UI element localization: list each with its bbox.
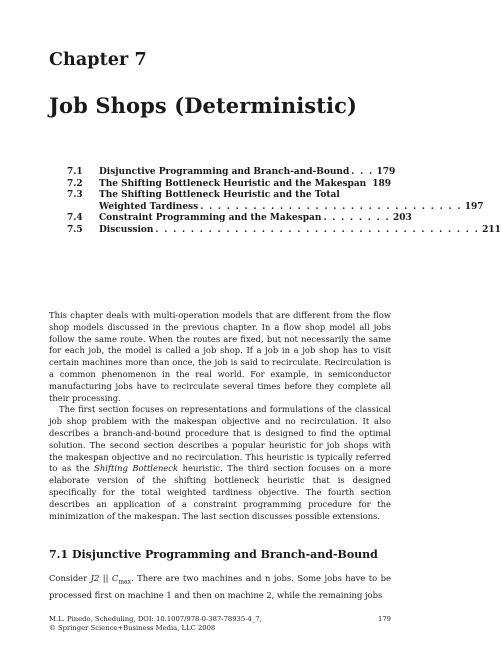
toc-leader-dots: . . . . . . . . . . . . . . . . . . . . . . . . . . . . . . . . . . . . . — [155, 224, 480, 235]
section-heading: 7.1 Disjunctive Programming and Branch-and-Bound — [49, 548, 378, 561]
toc-entry-7-3-continued[interactable] — [67, 201, 484, 214]
toc-leader-dots: . . . . . . . . . . . . . . . . . . . . . . . . . . . . . . — [200, 201, 462, 212]
copyright-line: © Springer Science+Business Media, LLC 2008 — [49, 624, 216, 632]
toc-page-number: 189 — [372, 178, 391, 189]
toc-number — [67, 202, 99, 214]
citation-line: M.L. Pinedo, Scheduling, DOI: 10.1007/978-0-387-78935-4_7, — [49, 615, 262, 623]
intro-paragraph-2: The first section focuses on representations and formulations of the classical job shop problem with the makespan objective and no recirculation. It also describes a branch-and-bound procedure that is designed to find the optimal solution. The second section describes a popular heuristic for job shops with the makespan objective and no recirculation. This heuristic is typically referred to as the Shifting Bottleneck heuristic. The third section focuses on a more elaborate version of the shifting bottleneck heuristic that is designed specifically for the total weighted tardiness objective. The fourth section describes an application of a constraint programming procedure for the minimization of the makespan. The last section discusses possible extensions. — [49, 404, 391, 521]
toc-title: The Shifting Bottleneck Heuristic and the Total — [99, 190, 340, 201]
chapter-introduction — [49, 310, 391, 522]
toc-page-number: 211 — [482, 224, 501, 235]
toc-leader-dots: . . . . . . . . — [323, 213, 390, 224]
page-footer — [49, 615, 391, 633]
toc-entry-7-1[interactable] — [67, 167, 396, 179]
toc-title: Discussion — [99, 224, 154, 235]
toc-number: 7.2 — [67, 178, 83, 189]
toc-title: The Shifting Bottleneck Heuristic and the Makespan — [99, 178, 367, 189]
toc-page-number: 203 — [392, 213, 412, 224]
chapter-label: Chapter 7 — [49, 50, 147, 70]
section-paragraph: Consider J2 || $C_{max}$. There are two machines and n jobs. Some jobs have to be processed first on machine 1 and then on machine 2, while the remaining jobs — [49, 573, 392, 600]
toc-entry-7-5[interactable] — [67, 224, 501, 237]
emphasis-shifting-bottleneck: Shifting Bottleneck — [94, 463, 179, 474]
toc-title: Constraint Programming and the Makespan — [99, 213, 322, 224]
toc-page-number: 179 — [376, 167, 396, 177]
toc-number: 7.5 — [67, 224, 83, 235]
chapter-title: Job Shops (Deterministic) — [49, 93, 357, 118]
toc-number: 7.4 — [67, 213, 83, 224]
toc-leader-dots: . . . — [351, 167, 374, 177]
toc-page-number: 197 — [464, 201, 484, 212]
toc-number: 7.3 — [67, 190, 83, 201]
toc-title: Disjunctive Programming and Branch-and-Bound — [99, 167, 350, 177]
toc-leader-dots — [342, 190, 388, 202]
intro-paragraph-1: This chapter deals with multi-operation models that are different from the flow shop models discussed in the previous chapter. In a flow shop model all jobs follow the same route. When the routes are fixed, but not necessarily the same for each job, the model is called a job shop. If a job in a job shop has to visit certain machines more than once, the job is said to recirculate. Recirculation is a common phenomenon in the real world. For example, in semiconductor manufacturing jobs have to recirculate several times before they complete all their processing. — [49, 310, 391, 403]
toc-entry-7-2[interactable] — [67, 179, 391, 191]
toc-entry-7-3[interactable] — [67, 190, 391, 202]
math-notation: J2 || $C_{max}$ — [90, 573, 131, 586]
toc-title: Weighted Tardiness — [99, 201, 199, 212]
page-number: 179 — [378, 615, 391, 623]
toc-number: 7.1 — [67, 167, 83, 177]
toc-entry-7-4[interactable] — [67, 213, 412, 225]
toc-leader-dots — [368, 179, 369, 191]
table-of-contents — [67, 167, 501, 237]
